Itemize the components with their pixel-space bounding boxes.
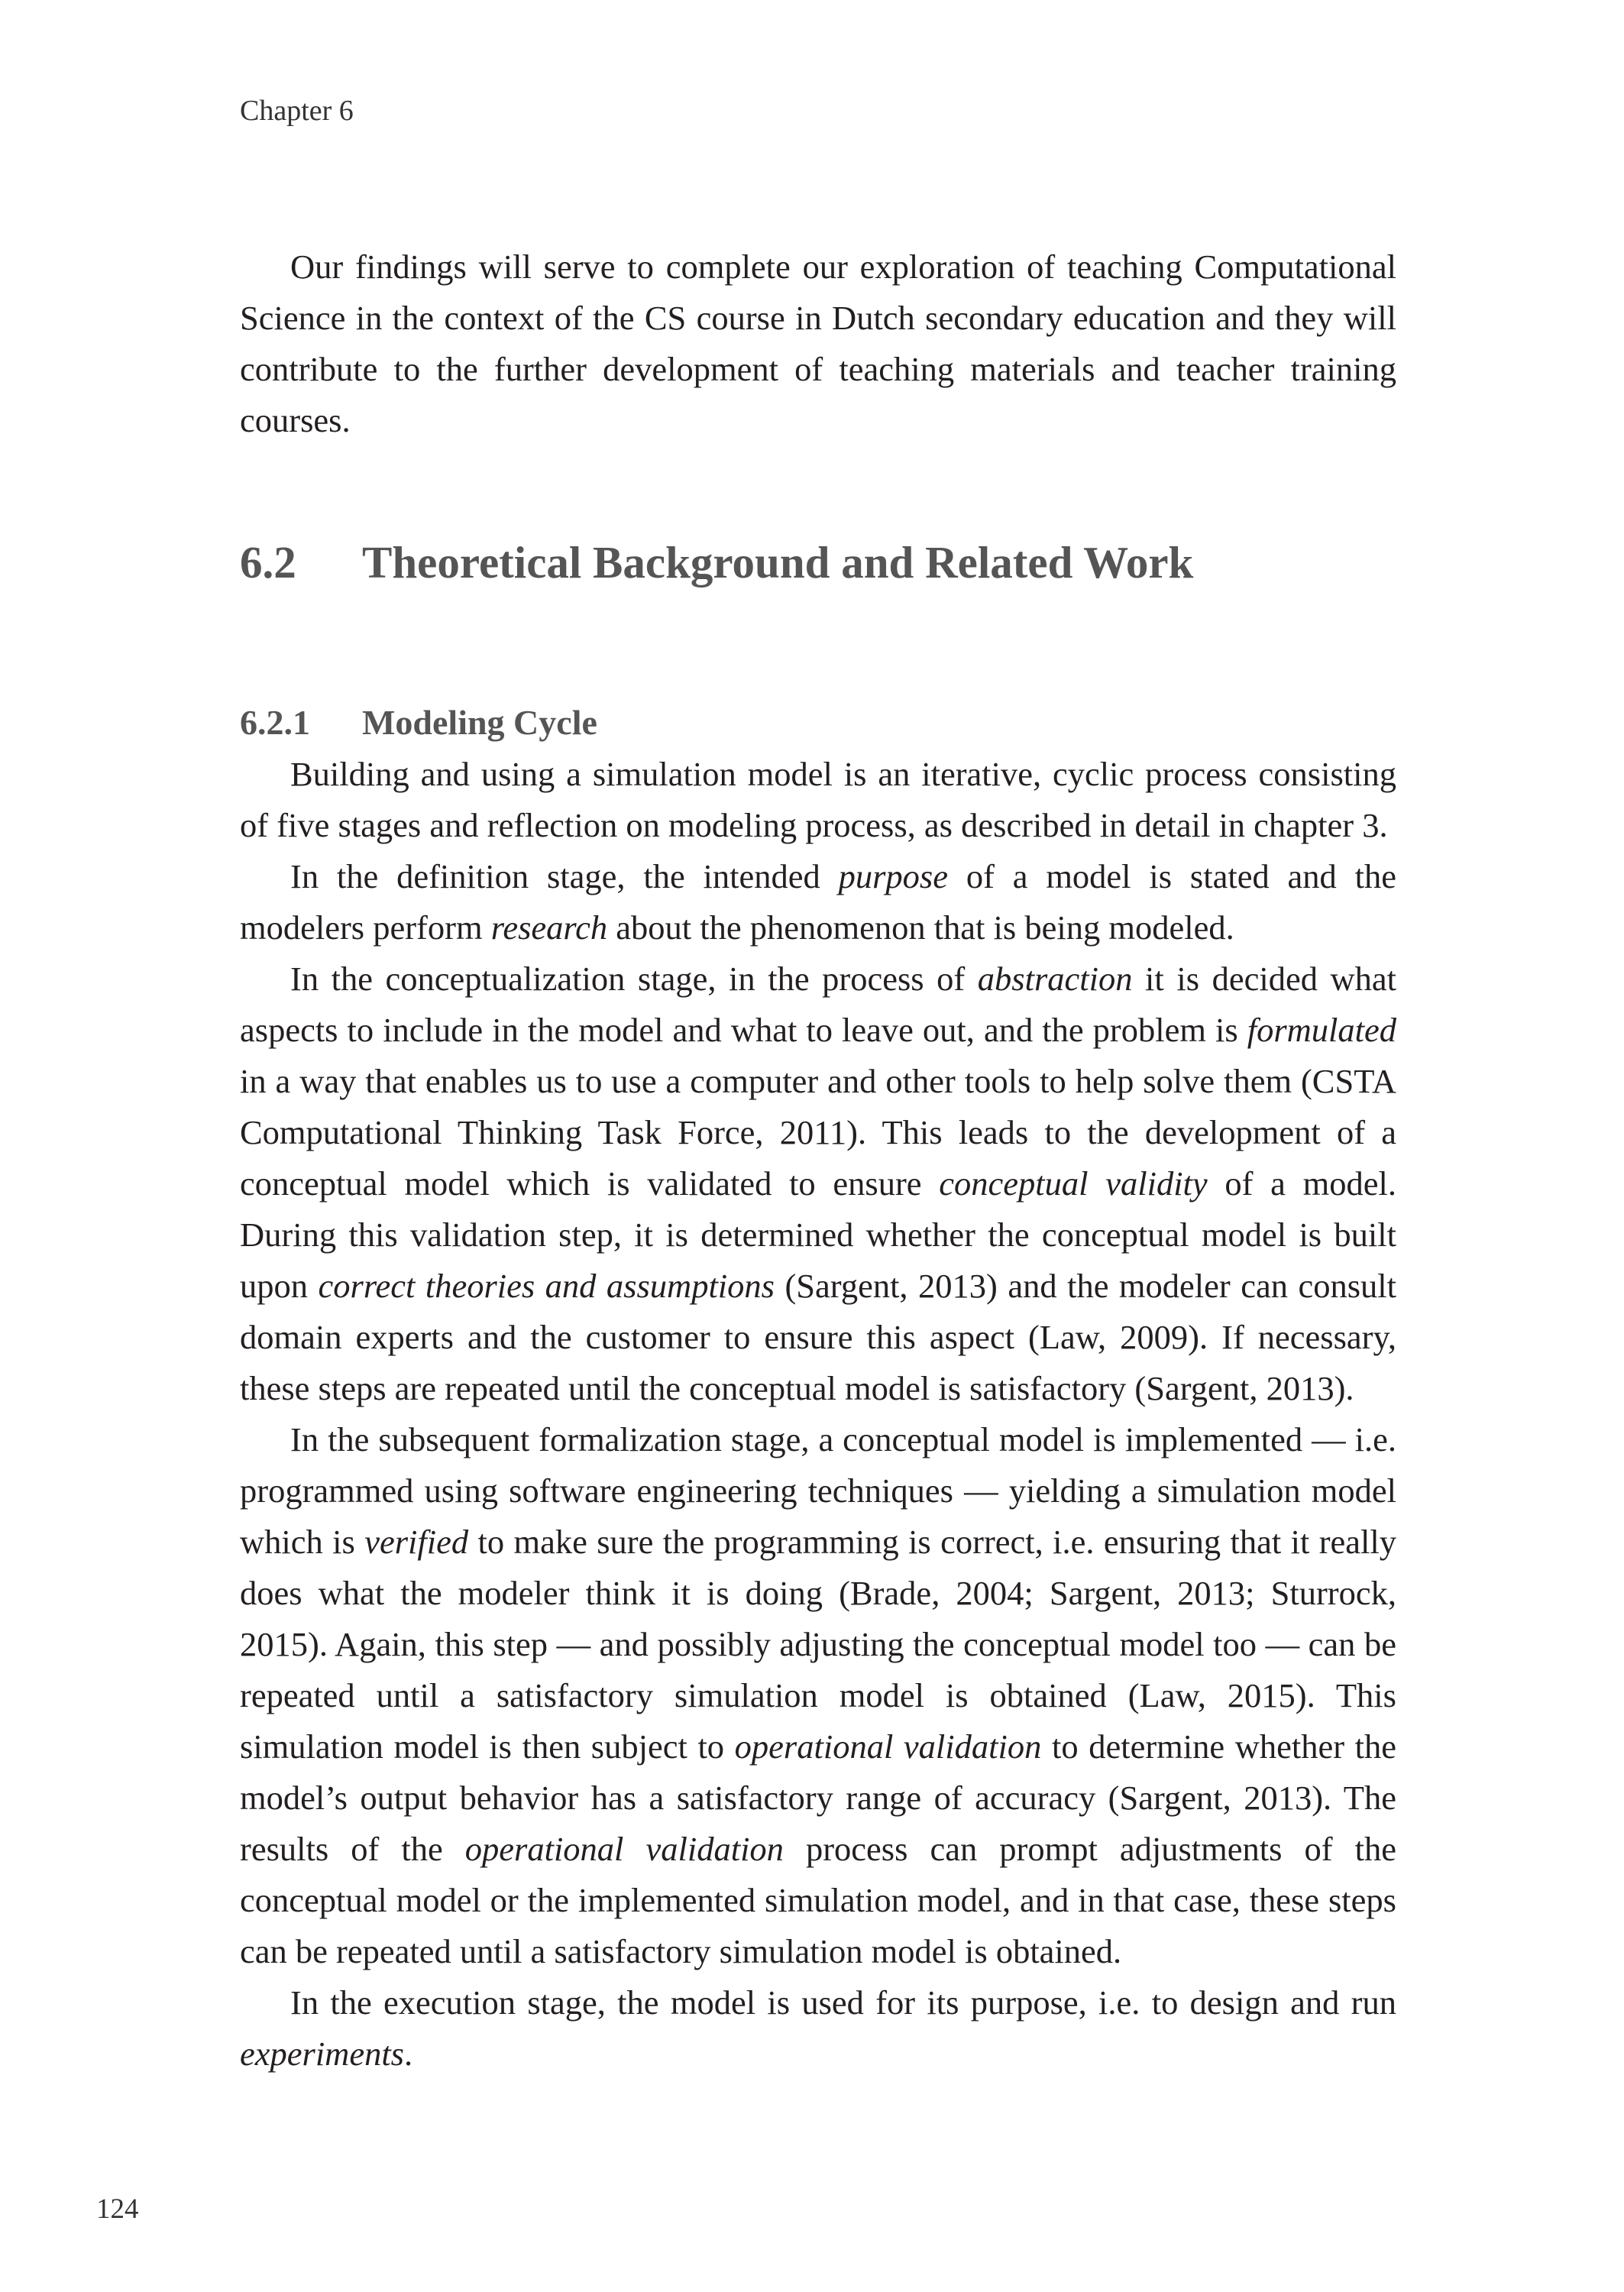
subsection-number: 6.2.1 xyxy=(240,703,310,742)
emphasis: research xyxy=(490,908,608,947)
emphasis: experiments xyxy=(240,2035,405,2073)
emphasis: verified xyxy=(364,1523,469,1561)
emphasis: operational validation xyxy=(734,1727,1042,1766)
paragraph-formalization-stage: In the subsequent formalization stage, a conceptual model is implemented — i.e. programmed using software engineering techniques — yielding a simulation model which is verified to make sure the programming is correct, i.e. ensuring that it really does what the modeler think it is doing (Brade, 2004; Sargent, 2013; Sturrock, 2015). Again, this step — and possibly adjusting the conceptual model too — can be repeated until a satisfactory simulation model is obtained (Law, 2015). This simulation model is then subject to operational validation to determine whether the model’s output behavior has a satisfactory range of accuracy (Sargent, 2013). The results of the operational validation process can prompt adjustments of the conceptual model or the implemented simulation model, and in that case, these steps can be repeated until a satisfactory simulation model is obtained. xyxy=(240,1420,1396,1970)
paragraph-conceptualization-stage: In the conceptualization stage, in the process of abstraction it is decided what aspects to include in the model and what to leave out, and the problem is formulated in a way that enables us to use a computer and other tools to help solve them (CSTA Computational Thinking Task Force, 2011). This leads to the development of a conceptual model which is validated to ensure conceptual validity of a model. During this validation step, it is determined whether the conceptual model is built upon correct theories and assumptions (Sargent, 2013) and the modeler can consult domain experts and the customer to ensure this aspect (Law, 2009). If necessary, these steps are repeated until the conceptual model is satisfactory (Sargent, 2013). xyxy=(240,960,1397,1407)
subsection-heading xyxy=(240,699,1396,746)
body-text xyxy=(240,749,1396,2080)
emphasis: correct theories and assumptions xyxy=(318,1267,775,1305)
section-heading xyxy=(240,535,1396,590)
section-number: 6.2 xyxy=(240,537,296,588)
subsection-title: Modeling Cycle xyxy=(362,703,597,742)
running-header: Chapter 6 xyxy=(240,95,354,127)
emphasis: conceptual validity xyxy=(939,1164,1208,1203)
emphasis: operational validation xyxy=(464,1830,784,1868)
paragraph-overview: Building and using a simulation model is an iterative, cyclic process consisting of five stages and reflection on modeling process, as described in detail in chapter 3. xyxy=(240,755,1396,844)
paragraph-definition-stage: In the definition stage, the intended purpose of a model is stated and the modelers perform research about the phenomenon that is being modeled. xyxy=(240,857,1396,947)
page-number: 124 xyxy=(96,2193,139,2225)
intro-paragraph: Our findings will serve to complete our exploration of teaching Computational Science in the context of the CS course in Dutch secondary education and they will contribute to the further development of teaching materials and teacher training courses. xyxy=(240,248,1396,439)
emphasis: purpose xyxy=(838,857,948,895)
emphasis: abstraction xyxy=(977,960,1133,998)
emphasis: formulated xyxy=(1247,1011,1396,1049)
section-title: Theoretical Background and Related Work xyxy=(362,537,1194,588)
paragraph-execution-stage: In the execution stage, the model is used for its purpose, i.e. to design and run experiments. xyxy=(240,1983,1396,2073)
